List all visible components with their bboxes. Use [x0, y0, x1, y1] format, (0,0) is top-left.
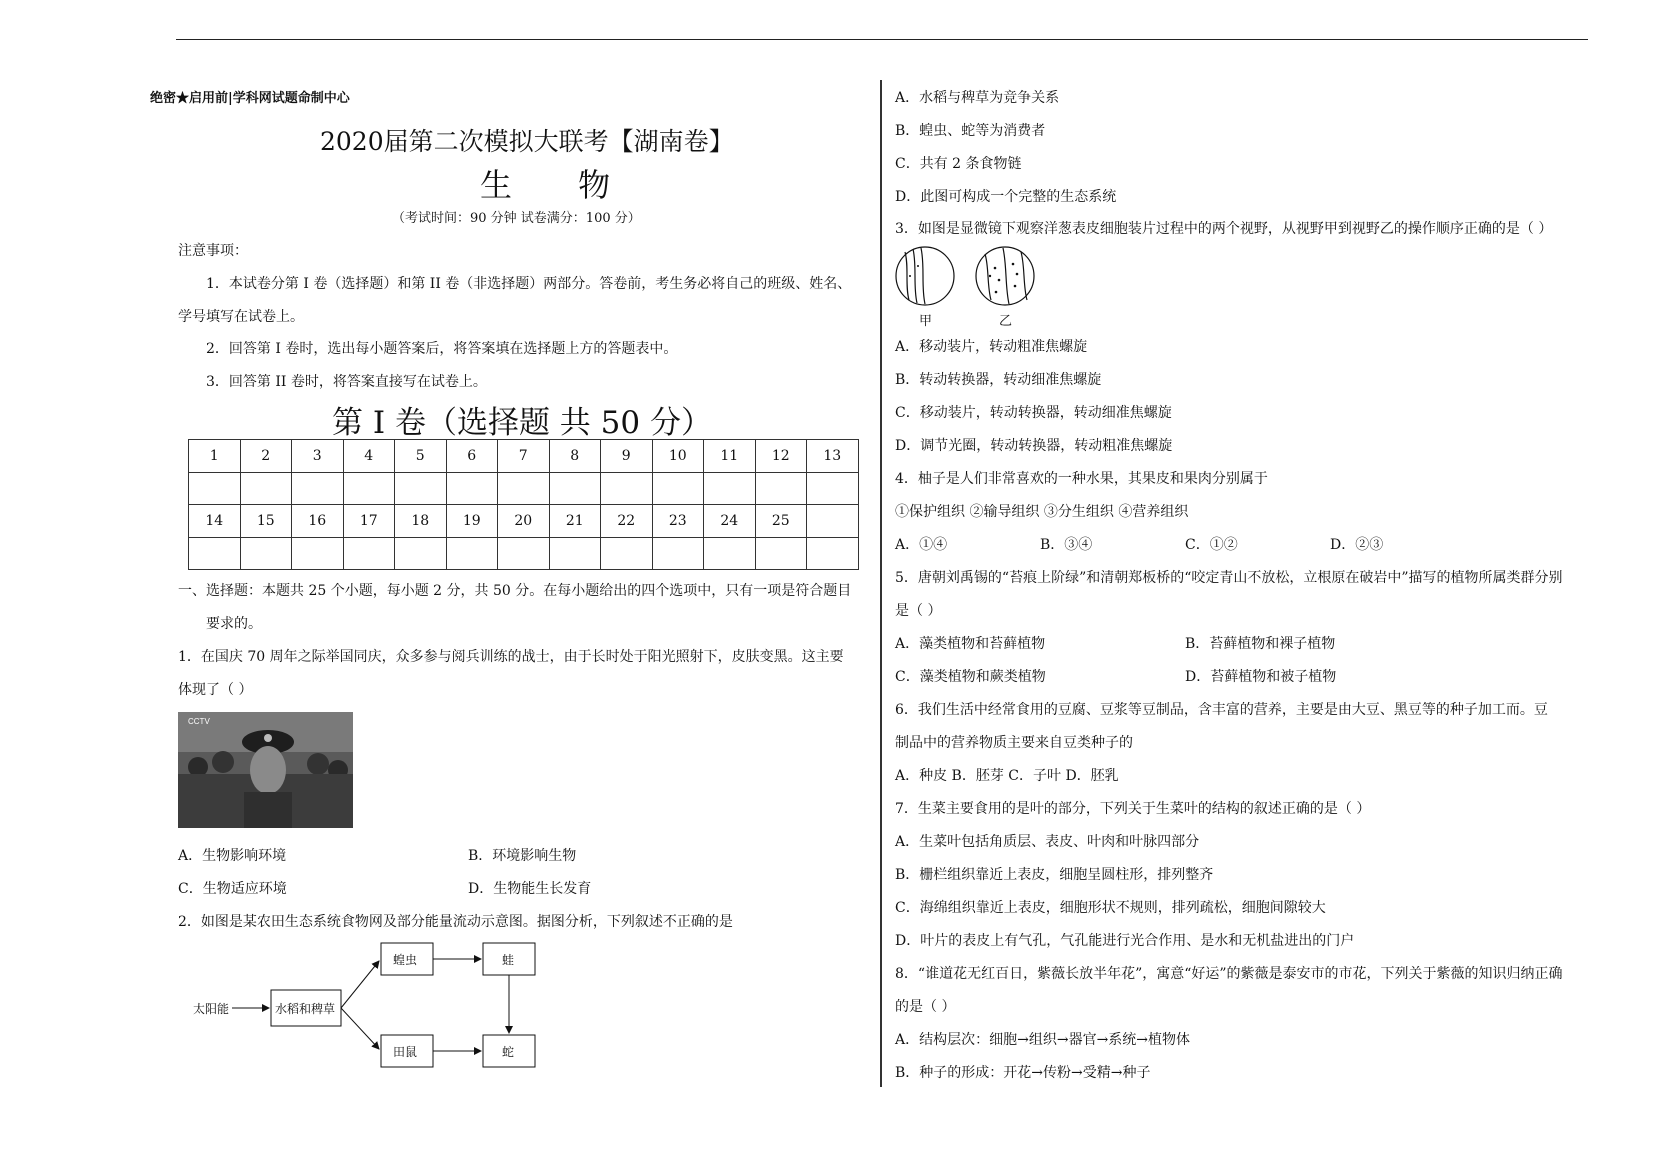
- answer-number-cell: 12: [755, 440, 807, 473]
- answer-blank-cell[interactable]: [395, 537, 447, 570]
- producer-label: 水稻和稗草: [275, 1002, 336, 1016]
- answer-number-cell: 9: [601, 440, 653, 473]
- notice-item-1: 1．本试卷分第 I 卷（选择题）和第 II 卷（非选择题）两部分。答卷前，考生务必将自己的班级、姓名、: [206, 276, 852, 292]
- q6-stem-cont: 制品中的营养物质主要来自豆类种子的: [895, 735, 1133, 751]
- answer-number-cell: 3: [292, 440, 344, 473]
- q7-option-d[interactable]: D．叶片的表皮上有气孔，气孔能进行光合作用、是水和无机盐进出的门户: [895, 933, 1355, 949]
- view-jia-cells: [905, 248, 925, 304]
- q8-stem-cont: 的是（ ）: [895, 999, 956, 1015]
- notice-item-2: 2．回答第 I 卷时，选出每小题答案后，将答案填在选择题上方的答题表中。: [206, 341, 678, 357]
- answer-blank-cell[interactable]: [652, 537, 704, 570]
- answer-table: [188, 439, 859, 570]
- answer-blank-cell[interactable]: [240, 472, 292, 505]
- answer-blank-cell[interactable]: [704, 537, 756, 570]
- answer-number-cell: 1: [189, 440, 241, 473]
- answer-blank-cell[interactable]: [292, 472, 344, 505]
- q3-stem: 3．如图是显微镜下观察洋葱表皮细胞装片过程中的两个视野，从视野甲到视野乙的操作顺序正确的是（ ）: [895, 221, 1553, 237]
- answer-blank-cell[interactable]: [807, 537, 859, 570]
- q1-option-a[interactable]: A．生物影响环境: [178, 848, 287, 864]
- part-title: 第 I 卷（选择题 共 50 分）: [332, 405, 712, 441]
- q3-option-c[interactable]: C．移动装片，转动转换器，转动细准焦螺旋: [895, 405, 1172, 421]
- arrow-producer-mouse: [341, 1008, 379, 1049]
- q7-option-b[interactable]: B．栅栏组织靠近上表皮，细胞呈圆柱形，排列整齐: [895, 867, 1214, 883]
- answer-blank-cell[interactable]: [549, 472, 601, 505]
- locust-label: 蝗虫: [393, 953, 418, 967]
- snake-label: 蛇: [502, 1045, 515, 1059]
- header-rule: [176, 39, 1588, 40]
- q3-option-b[interactable]: B．转动转换器，转动细准焦螺旋: [895, 372, 1102, 388]
- answer-number-cell: 5: [395, 440, 447, 473]
- answer-blank-row: [189, 537, 859, 570]
- q5-option-c[interactable]: C．藻类植物和蕨类植物: [895, 669, 1046, 685]
- arrow-producer-locust: [341, 961, 379, 1008]
- answer-number-cell: 17: [343, 505, 395, 538]
- q8-option-a[interactable]: A．结构层次：细胞→组织→器官→系统→植物体: [895, 1032, 1191, 1048]
- q4-option-a[interactable]: A．①④: [895, 537, 948, 553]
- answer-number-cell: 22: [601, 505, 653, 538]
- answer-blank-cell[interactable]: [498, 472, 550, 505]
- q8-stem: 8．“谁道花无红百日，紫薇长放半年花”，寓意“好运”的紫薇是泰安市的市花，下列关于紫薇的知识归纳正确: [895, 966, 1563, 982]
- mouse-label: 田鼠: [393, 1045, 418, 1059]
- section-instructions: 一、选择题：本题共 25 个小题，每小题 2 分，共 50 分。在每小题给出的四个选项中，只有一项是符合题目: [178, 583, 852, 599]
- q4-option-c[interactable]: C．①②: [1185, 537, 1238, 553]
- answer-number-cell: 4: [343, 440, 395, 473]
- q3-option-d[interactable]: D．调节光圈，转动转换器，转动粗准焦螺旋: [895, 438, 1173, 454]
- answer-blank-cell[interactable]: [498, 537, 550, 570]
- microscope-views: [895, 246, 1045, 306]
- answer-blank-cell[interactable]: [755, 537, 807, 570]
- notice-item-1-cont: 学号填写在试卷上。: [178, 309, 304, 325]
- q1-option-c[interactable]: C．生物适应环境: [178, 881, 287, 897]
- answer-number-cell: 6: [446, 440, 498, 473]
- answer-blank-row: [189, 472, 859, 505]
- answer-number-cell: 11: [704, 440, 756, 473]
- q8-option-b[interactable]: B．种子的形成：开花→传粉→受精→种子: [895, 1065, 1151, 1081]
- answer-number-cell: 16: [292, 505, 344, 538]
- answer-number-cell: 20: [498, 505, 550, 538]
- answer-blank-cell[interactable]: [652, 472, 704, 505]
- view-yi-circle: [976, 247, 1034, 305]
- answer-number-cell: 21: [549, 505, 601, 538]
- answer-number-cell: 23: [652, 505, 704, 538]
- q5-option-a[interactable]: A．藻类植物和苔藓植物: [895, 636, 1046, 652]
- answer-blank-cell[interactable]: [549, 537, 601, 570]
- answer-number-cell: [807, 505, 859, 538]
- q2-stem: 2．如图是某农田生态系统食物网及部分能量流动示意图。据图分析，下列叙述不正确的是: [178, 914, 733, 930]
- answer-blank-cell[interactable]: [446, 472, 498, 505]
- answer-blank-cell[interactable]: [292, 537, 344, 570]
- answer-blank-cell[interactable]: [601, 537, 653, 570]
- answer-number-cell: 8: [549, 440, 601, 473]
- answer-blank-cell[interactable]: [189, 537, 241, 570]
- answer-blank-cell[interactable]: [704, 472, 756, 505]
- q4-stem: 4．柚子是人们非常喜欢的一种水果，其果皮和果肉分别属于: [895, 471, 1268, 487]
- answer-number-row: [189, 440, 859, 473]
- notice-heading: 注意事项：: [178, 243, 248, 259]
- q1-option-d[interactable]: D．生物能生长发育: [468, 881, 592, 897]
- answer-blank-cell[interactable]: [446, 537, 498, 570]
- q4-option-b[interactable]: B．③④: [1040, 537, 1093, 553]
- q2-option-d[interactable]: D．此图可构成一个完整的生态系统: [895, 189, 1117, 205]
- view-jia-label: 甲: [919, 314, 933, 329]
- q7-option-c[interactable]: C．海绵组织靠近上表皮，细胞形状不规则，排列疏松，细胞间隙较大: [895, 900, 1326, 916]
- soldiers-photo-art: [178, 712, 353, 828]
- q1-stem: 1．在国庆 70 周年之际举国同庆，众多参与阅兵训练的战士，由于长时处于阳光照射下，皮肤变黑。这主要: [178, 649, 844, 665]
- q2-option-b[interactable]: B．蝗虫、蛇等为消费者: [895, 123, 1046, 139]
- view-yi-cells: [985, 248, 1027, 304]
- answer-number-row: [189, 505, 859, 538]
- answer-number-cell: 19: [446, 505, 498, 538]
- q5-option-d[interactable]: D．苔藓植物和被子植物: [1185, 669, 1337, 685]
- q6-stem: 6．我们生活中经常食用的豆腐、豆浆等豆制品，含丰富的营养，主要是由大豆、黑豆等的种子加工而。豆: [895, 702, 1548, 718]
- notice-item-3: 3．回答第 II 卷时，将答案直接写在试卷上。: [206, 374, 487, 390]
- answer-blank-cell[interactable]: [601, 472, 653, 505]
- frog-label: 蛙: [502, 953, 515, 967]
- q1-option-b[interactable]: B．环境影响生物: [468, 848, 577, 864]
- answer-blank-cell[interactable]: [807, 472, 859, 505]
- answer-blank-cell[interactable]: [240, 537, 292, 570]
- answer-blank-cell[interactable]: [343, 537, 395, 570]
- answer-number-cell: 10: [652, 440, 704, 473]
- answer-blank-cell[interactable]: [395, 472, 447, 505]
- answer-blank-cell[interactable]: [189, 472, 241, 505]
- answer-number-cell: 2: [240, 440, 292, 473]
- q3-option-a[interactable]: A．移动装片，转动粗准焦螺旋: [895, 339, 1088, 355]
- q7-option-a[interactable]: A．生菜叶包括角质层、表皮、叶肉和叶脉四部分: [895, 834, 1200, 850]
- answer-number-cell: 13: [807, 440, 859, 473]
- answer-number-cell: 18: [395, 505, 447, 538]
- q6-options[interactable]: A．种皮 B．胚芽 C．子叶 D．胚乳: [895, 768, 1119, 784]
- q2-option-a[interactable]: A．水稻与稗草为竞争关系: [895, 90, 1060, 106]
- q5-stem-cont: 是（ ）: [895, 603, 942, 619]
- answer-number-cell: 25: [755, 505, 807, 538]
- q1-stem-cont: 体现了（ ）: [178, 682, 253, 698]
- soldiers-photo: [178, 712, 353, 828]
- answer-blank-cell[interactable]: [755, 472, 807, 505]
- answer-number-cell: 24: [704, 505, 756, 538]
- exam-time-info: （考试时间：90 分钟 试卷满分：100 分）: [392, 211, 641, 226]
- q5-option-b[interactable]: B．苔藓植物和裸子植物: [1185, 636, 1336, 652]
- q5-stem: 5．唐朝刘禹锡的“苔痕上阶绿”和清朝郑板桥的“咬定青山不放松，立根原在破岩中”描写的植物所属类群分别: [895, 570, 1563, 586]
- cctv-logo: CCTV: [188, 717, 210, 726]
- food-web-diagram: [185, 935, 545, 1075]
- sun-energy-label: 太阳能: [193, 1002, 230, 1016]
- q2-option-c[interactable]: C．共有 2 条食物链: [895, 156, 1022, 172]
- column-divider: [880, 80, 882, 1087]
- exam-title: 2020届第二次模拟大联考【湖南卷】: [320, 127, 734, 156]
- confidential-label: 绝密★启用前|学科网试题命制中心: [150, 91, 350, 106]
- q4-items: ①保护组织 ②输导组织 ③分生组织 ④营养组织: [895, 504, 1189, 520]
- view-yi-label: 乙: [999, 314, 1013, 329]
- subject-title: 生 物: [480, 166, 639, 204]
- answer-number-cell: 7: [498, 440, 550, 473]
- answer-number-cell: 15: [240, 505, 292, 538]
- section-instructions-cont: 要求的。: [206, 616, 262, 632]
- answer-blank-cell[interactable]: [343, 472, 395, 505]
- q4-option-d[interactable]: D．②③: [1330, 537, 1384, 553]
- view-jia-circle: [896, 247, 954, 305]
- answer-number-cell: 14: [189, 505, 241, 538]
- q7-stem: 7．生菜主要食用的是叶的部分，下列关于生菜叶的结构的叙述正确的是（ ）: [895, 801, 1371, 817]
